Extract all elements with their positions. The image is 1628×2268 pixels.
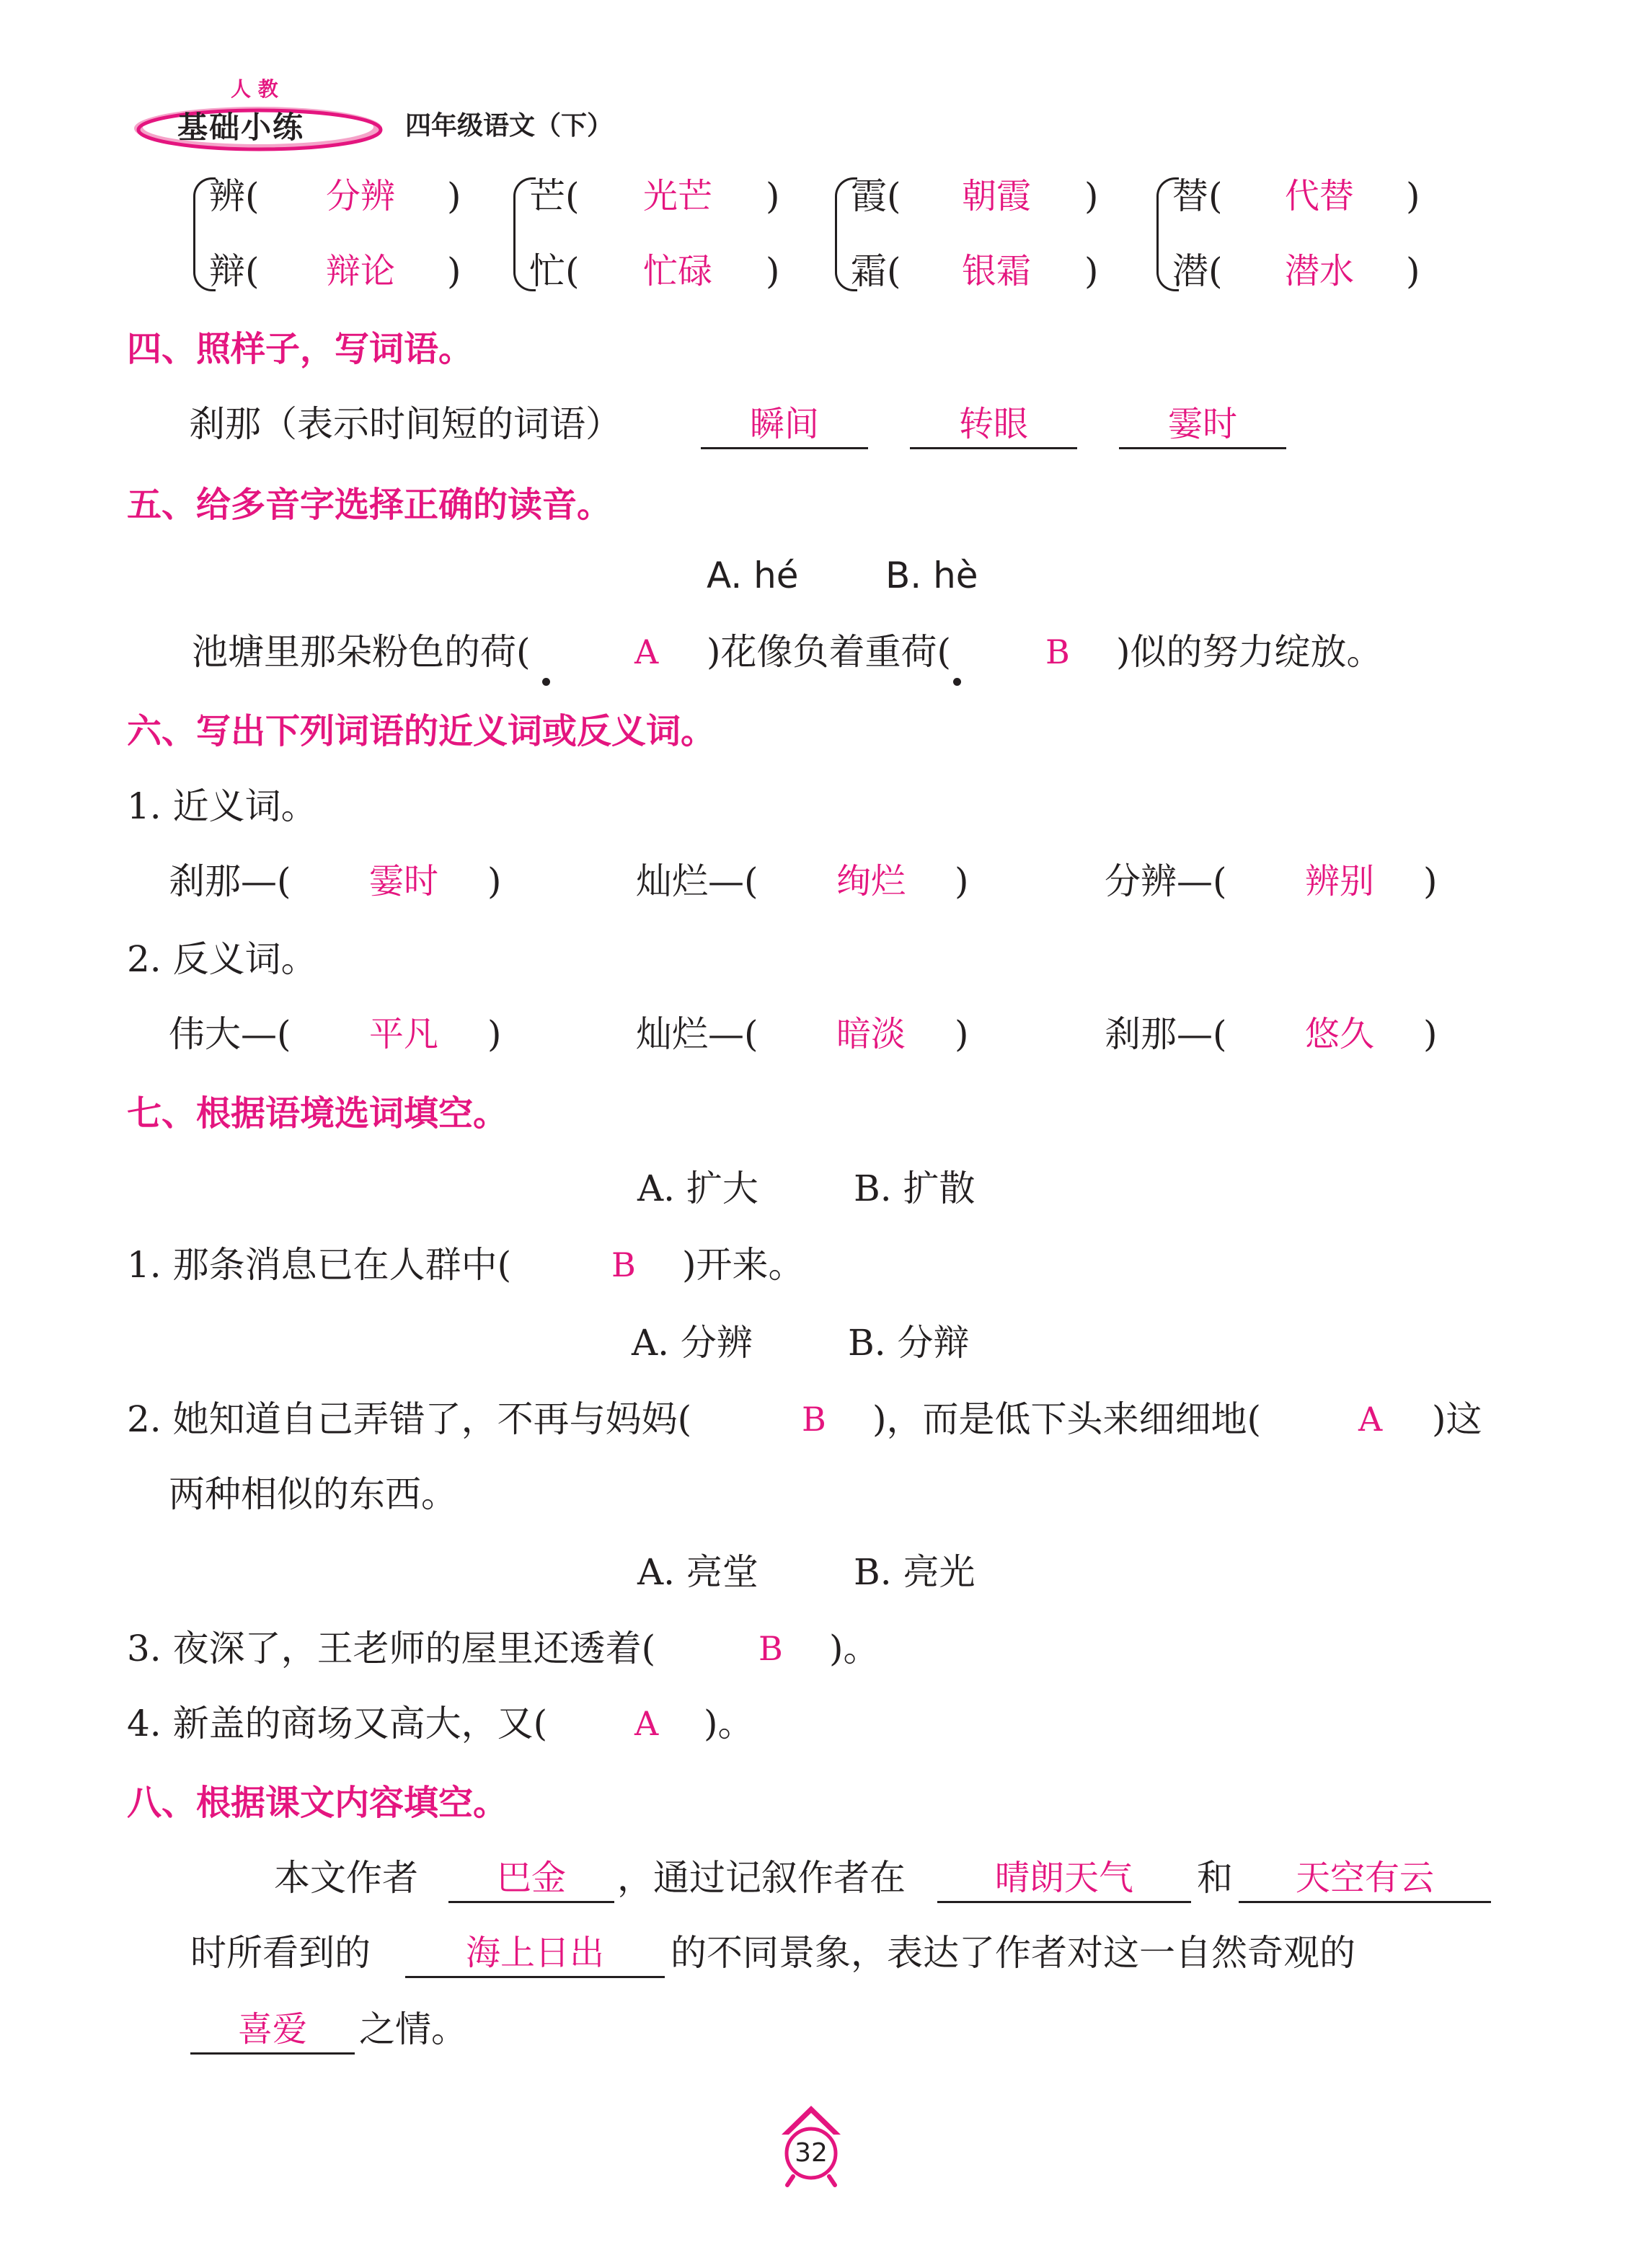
section-8-heading: 八、根据课文内容填空。: [127, 1783, 508, 1823]
s8-text-5: 的不同景象，表达了作者对这一自然奇观的: [671, 1932, 1355, 1974]
pair-2-char-2: 忙(: [529, 250, 580, 292]
s7-q2-c: )这: [1432, 1398, 1482, 1440]
pair-1-close-2: ): [447, 250, 461, 292]
pair-1-char-1: 辨(: [209, 175, 260, 217]
ant-close-1: ): [487, 1013, 502, 1055]
s7-q2-d: 两种相似的东西。: [169, 1473, 457, 1515]
ant-close-3: ): [1423, 1013, 1438, 1055]
s6-sub-2: 2. 反义词。: [127, 938, 317, 980]
section-5-heading: 五、给多音字选择正确的读音。: [127, 485, 612, 525]
pair-3-answer-1: 朝霞: [961, 176, 1031, 216]
s7-opt3-a: A. 亮堂: [637, 1551, 758, 1593]
section-4-heading: 四、照样子，写词语。: [127, 329, 474, 369]
pair-3-close-1: ): [1084, 175, 1099, 217]
ant-answer-2: 暗淡: [836, 1014, 906, 1054]
s7-opt2-b: B. 分辩: [848, 1322, 970, 1364]
syn-answer-3: 辨别: [1304, 861, 1374, 901]
ant-answer-3: 悠久: [1304, 1014, 1374, 1054]
s4-answer-1: 瞬间: [701, 401, 868, 449]
s8-text-4: 时所看到的: [190, 1932, 371, 1974]
syn-close-2: ): [955, 860, 969, 902]
s7-opt3-b: B. 亮光: [854, 1551, 976, 1593]
s8-text-2: ，通过记叙作者在: [617, 1857, 906, 1899]
syn-close-1: ): [487, 860, 502, 902]
pair-3-close-2: ): [1084, 250, 1099, 292]
s5-sentence-a: 池塘里那朵粉色的荷(: [192, 631, 531, 673]
pair-4-answer-1: 代替: [1284, 176, 1354, 216]
ant-word-2: 灿烂—(: [636, 1013, 758, 1055]
section-6-heading: 六、写出下列词语的近义词或反义词。: [127, 711, 716, 751]
s7-opt1-a: A. 扩大: [637, 1168, 758, 1209]
series-small-label: 人 教: [231, 77, 278, 101]
s5-sentence-c: )似的努力绽放。: [1116, 631, 1383, 673]
pair-4-answer-2: 潜水: [1284, 251, 1354, 291]
pair-4-close-1: ): [1406, 175, 1420, 217]
header-badge: [128, 72, 388, 159]
pair-4-char-2: 潜(: [1172, 250, 1223, 292]
s8-answer-weather-1: 晴朗天气: [937, 1855, 1191, 1903]
emphasis-dot-1: [542, 678, 550, 686]
pair-3-char-2: 霜(: [851, 250, 901, 292]
pair-4-close-2: ): [1406, 250, 1420, 292]
pair-3-answer-2: 银霜: [961, 251, 1031, 291]
s6-sub-1: 1. 近义词。: [127, 785, 317, 827]
pair-2-close-2: ): [766, 250, 780, 292]
s7-q4-answer: A: [634, 1704, 659, 1743]
page-number: 32: [795, 2138, 828, 2168]
s7-q3-a: 3. 夜深了，王老师的屋里还透着(: [127, 1628, 656, 1669]
s7-q3-answer: B: [758, 1629, 783, 1668]
s7-q1-answer: B: [611, 1245, 636, 1284]
s7-q2-a: 2. 她知道自己弄错了，不再与妈妈(: [127, 1398, 692, 1440]
s8-answer-scene: 海上日出: [405, 1930, 665, 1978]
s8-answer-author: 巴金: [448, 1855, 614, 1903]
pair-4-char-1: 替(: [1172, 175, 1223, 217]
syn-word-1: 刹那—(: [169, 860, 291, 902]
ant-close-2: ): [955, 1013, 969, 1055]
s8-text-3: 和: [1197, 1857, 1233, 1899]
pair-2-char-1: 芒(: [529, 175, 580, 217]
pair-2-answer-1: 光芒: [642, 176, 712, 216]
s7-q4-a: 4. 新盖的商场又高大，又(: [127, 1703, 548, 1744]
s7-opt2-a: A. 分辨: [632, 1322, 753, 1364]
s7-q4-b: )。: [704, 1703, 754, 1744]
series-title: 基础小练: [177, 110, 305, 145]
ant-word-1: 伟大—(: [169, 1013, 291, 1055]
s7-q2-answer-1: B: [802, 1400, 826, 1439]
pair-3-char-1: 霞(: [851, 175, 901, 217]
s8-answer-weather-2: 天空有云: [1239, 1855, 1491, 1903]
s4-prompt: 刹那（表示时间短的词语）: [189, 403, 621, 445]
page-number-badge: [771, 2101, 851, 2188]
s7-q2-answer-2: A: [1358, 1400, 1383, 1439]
book-title: 四年级语文（下）: [405, 111, 614, 141]
s7-q1-b: )开来。: [682, 1244, 805, 1286]
pair-2-answer-2: 忙碌: [642, 251, 712, 291]
pair-1-answer-2: 辩论: [325, 251, 395, 291]
pair-1-char-2: 辩(: [209, 250, 260, 292]
ant-word-3: 刹那—(: [1105, 1013, 1227, 1055]
s7-q3-b: )。: [829, 1628, 880, 1669]
pair-1-answer-1: 分辨: [325, 176, 395, 216]
s4-answer-2: 转眼: [910, 401, 1077, 449]
ant-answer-1: 平凡: [368, 1014, 438, 1054]
s5-answer-1: A: [634, 632, 659, 671]
section-7-heading: 七、根据语境选词填空。: [127, 1093, 508, 1134]
pair-2-close-1: ): [766, 175, 780, 217]
s4-answer-3: 霎时: [1119, 401, 1286, 449]
syn-word-3: 分辨—(: [1105, 860, 1227, 902]
emphasis-dot-2: [953, 678, 961, 686]
s7-q1-a: 1. 那条消息已在人群中(: [127, 1244, 512, 1286]
s8-answer-feeling: 喜爱: [190, 2006, 355, 2055]
pair-1-close-1: ): [447, 175, 461, 217]
syn-close-3: ): [1423, 860, 1438, 902]
s5-option-a: A. hé: [707, 555, 799, 596]
s7-q2-b: )，而是低下头来细细地(: [872, 1398, 1262, 1440]
s8-text-1: 本文作者: [274, 1857, 418, 1899]
s7-opt1-b: B. 扩散: [854, 1168, 976, 1209]
s5-sentence-b: )花像负着重荷(: [707, 631, 952, 673]
syn-answer-2: 绚烂: [836, 861, 906, 901]
s5-answer-2: B: [1045, 632, 1070, 671]
syn-word-2: 灿烂—(: [636, 860, 758, 902]
s8-text-6: 之情。: [359, 2008, 467, 2050]
syn-answer-1: 霎时: [368, 861, 438, 901]
s5-option-b: B. hè: [885, 555, 978, 596]
